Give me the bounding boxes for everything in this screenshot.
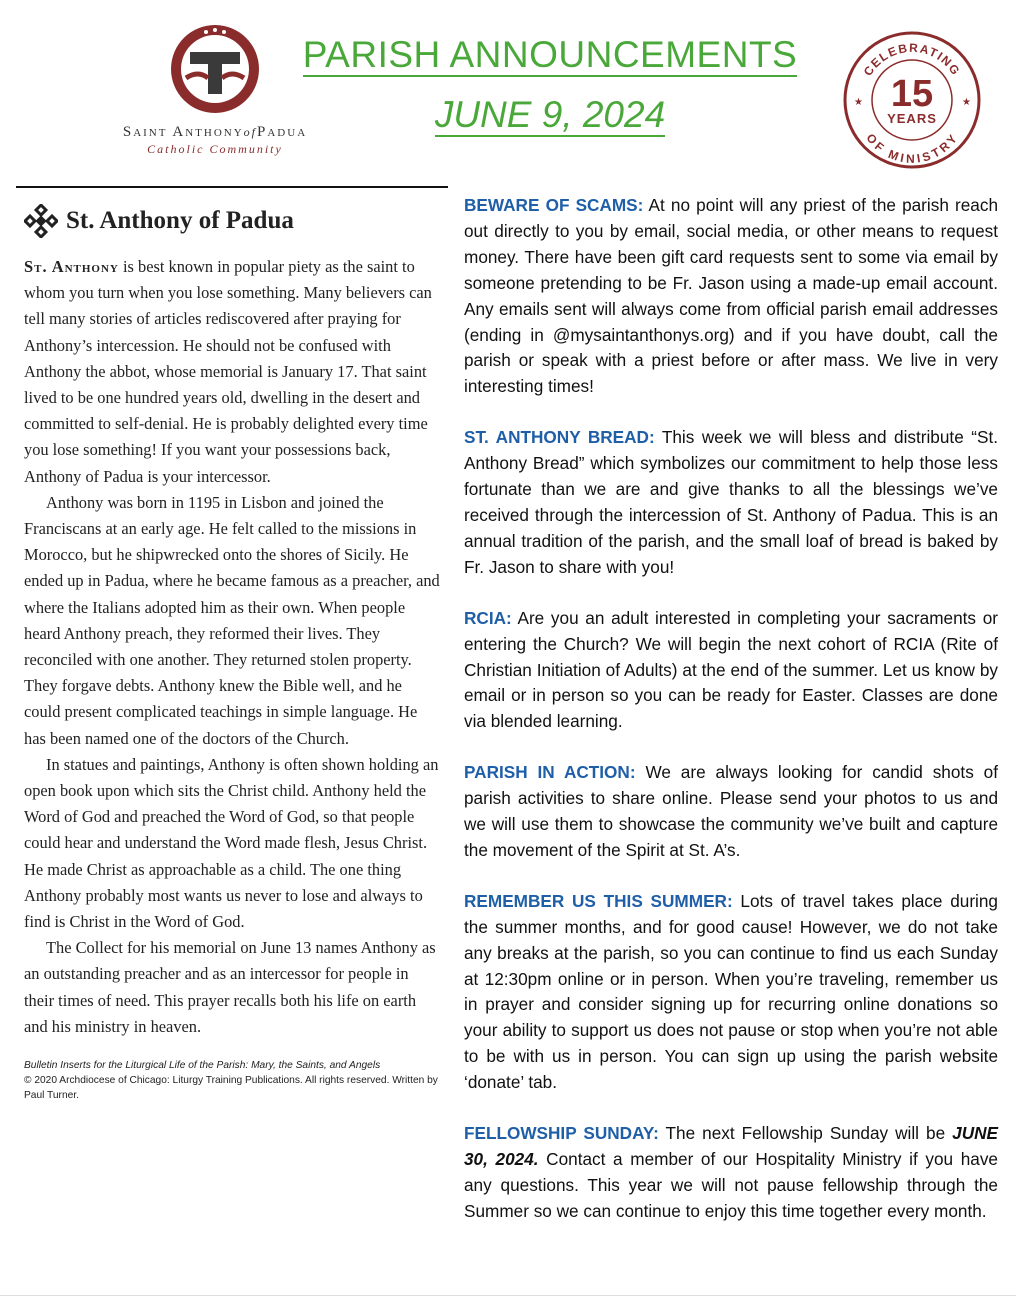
svg-text:★: ★ — [962, 97, 971, 108]
page-bottom-edge — [0, 1295, 1016, 1296]
page-date: JUNE 9, 2024 — [434, 94, 666, 135]
article-paragraph: In statues and paintings, Anthony is often shown holding an open book upon which sits the Christ child. Anthony held the Word of God and preached the Word of God, so that people could hear and understand the Word made flesh, Jesus Christ. He made Christ as approachable as a child. The one thing Anthony probably most wants us never to lose and always to find is Christ in the Word of God. — [24, 754, 439, 932]
announcement-rcia: RCIA: Are you an adult interested in completing your sacraments or entering the Church? We will begin the next cohort of RCIA (Rite of Christian Initiation of Adults) at the end of the summer. Let us know by email or in person so you can be ready for Easter. Classes are done via blended learning. — [464, 607, 998, 732]
article-title — [24, 204, 440, 238]
announcement-summer: REMEMBER US THIS SUMMER: Lots of travel takes place during the summer months, and for good cause! However, we do not take any breaks at the parish, so you can continue to find us each Sunday at 12:30pm online or in person. When you’re traveling, remember us in prayer and consider signing up for recurring online donations so your ability to support us does not pause or stop when you’re not able to be with us in person. You can sign up using the parish website ‘donate’ tab. — [464, 890, 998, 1093]
article-paragraph: St. Anthony is best known in popular piety as the saint to whom you turn when you lose something. Many believers can tell many stories of articles rediscovered after praying for Anthony’s intercession. He should not be confused with Anthony the abbot, whose memorial is January 17. That saint lived to be one hundred years old, dwelling in the desert and committed to self-denial. He is probably delighted every time you lose something! If you want your possessions back, Anthony of Padua is your intercessor. — [24, 257, 432, 486]
seal-years: YEARS — [887, 111, 937, 126]
article-title-text: St. Anthony of Padua — [66, 207, 294, 234]
svg-text:★: ★ — [854, 97, 863, 108]
page-title-block — [250, 34, 850, 136]
page-title: PARISH ANNOUNCEMENTS — [302, 34, 798, 75]
article-credit: Bulletin Inserts for the Liturgical Life of the Parish: Mary, the Saints, and Angels © 2020 Archdiocese of Chicago: Liturgy Training Publications. All rights reserved. Written by Paul Turner. — [24, 1060, 438, 1102]
logo-subtitle: Catholic Community — [147, 142, 283, 156]
announcement-parish-in-action: PARISH IN ACTION: We are always looking for candid shots of parish activities to share online. Please send your photos to us and we will use them to showcase the community we’ve built and capture the movement of the Spirit at St. A’s. — [464, 762, 999, 860]
announcement-fellowship: FELLOWSHIP SUNDAY: The next Fellowship Sunday will be JUNE 30, 2024. Contact a member of our Hospitality Ministry if you have any questions. This year we will not pause fellowship through the Summer so we can continue to enjoy this time together every month. — [464, 1123, 998, 1221]
article-paragraph: The Collect for his memorial on June 13 names Anthony as an outstanding preacher and as an intercessor for people in their times of need. This prayer recalls both his life on earth and his ministry in heaven. — [24, 938, 436, 1036]
svg-text:OF MINISTRY — [863, 131, 960, 166]
ornament-icon — [24, 204, 58, 238]
announcements — [464, 193, 998, 1250]
section-divider — [16, 186, 448, 188]
logo-name: Saint AnthonyofPadua — [122, 124, 308, 140]
seal-number: 15 — [890, 73, 934, 115]
anniversary-seal-icon — [842, 30, 982, 170]
article-body — [24, 254, 440, 1040]
article-paragraph: Anthony was born in 1195 in Lisbon and joined the Franciscans at an early age. He felt called to the missions in Morocco, but he shipwrecked onto the shores of Sicily. He ended up in Padua, where he became famous as a preacher, and where the Italians adopted him as their own. When people heard Anthony preach, they reformed their lives. They reconciled with one another. They returned stolen property. They forgave debts. Anthony knew the Bible well, and he could present complicated teachings in simple language. He has been named one of the doctors of the Church. — [24, 492, 440, 748]
announcement-scams: BEWARE OF SCAMS: At no point will any priest of the parish reach out directly to you by email, social media, or other means to request money. There have been gift card requests sent to some via email by someone pretending to be Fr. Jason using a made-up email account. Any emails sent will always come from official parish email addresses (ending in @mysaintanthonys.org) and if you have doubt, call the parish or speak with a priest before or after mass. We live in very interesting times! — [464, 195, 999, 397]
announcement-bread: ST. ANTHONY BREAD: This week we will bless and distribute “St. Anthony Bread” which symbolizes our commitment to help those less fortunate than we are and give thanks to all the blessings we’ve received through the intercession of St. Anthony of Padua. This is an annual tradition of the parish, and the small loaf of bread is baked by Fr. Jason to share with you! — [464, 427, 998, 577]
seal-bottom-text: OF MINISTRY — [863, 130, 961, 166]
saint-article — [24, 204, 440, 1103]
seal-top-text: CELEBRATING — [860, 40, 964, 79]
tau-cross-logo-icon — [168, 22, 262, 116]
